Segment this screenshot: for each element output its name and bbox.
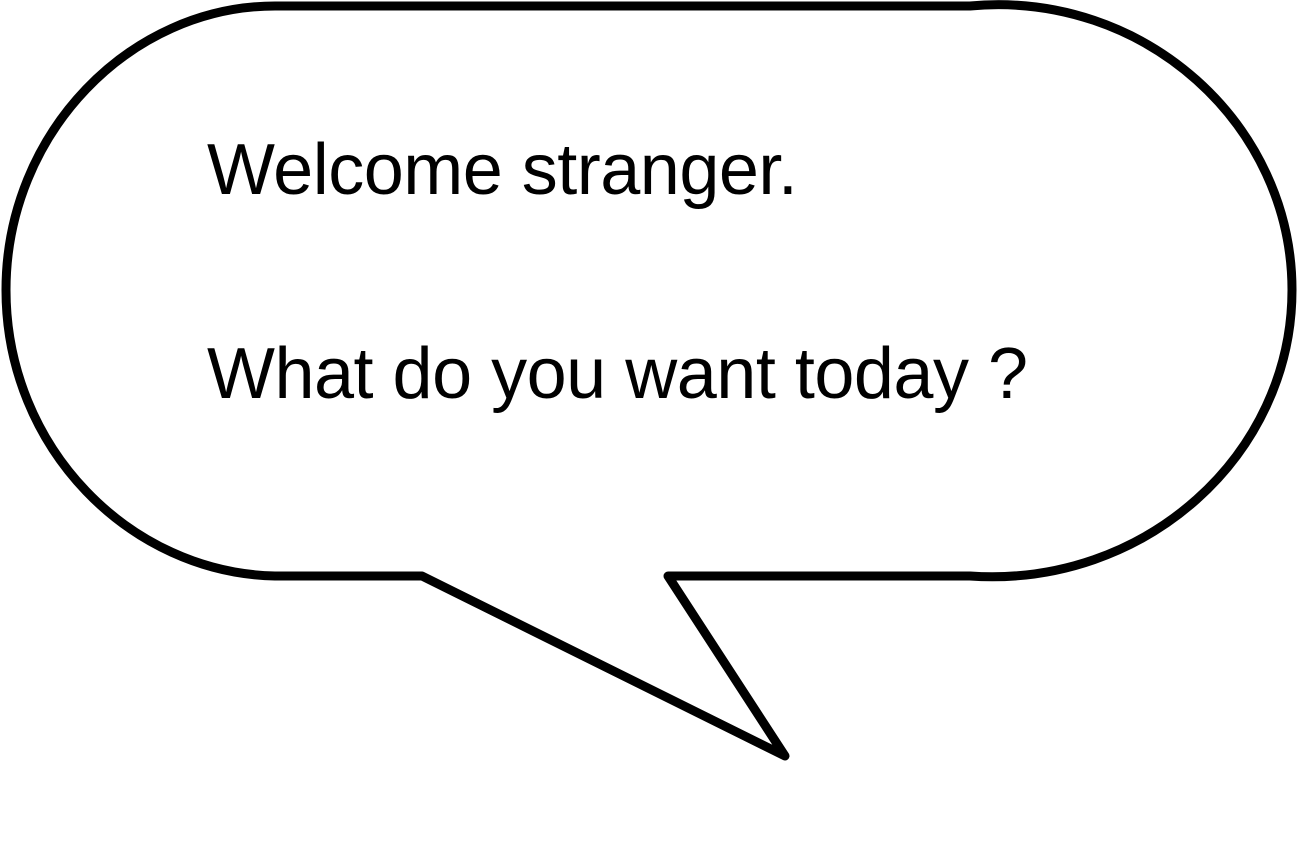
greeting-text: Welcome stranger. — [207, 130, 798, 210]
question-text: What do you want today ? — [207, 334, 1028, 414]
